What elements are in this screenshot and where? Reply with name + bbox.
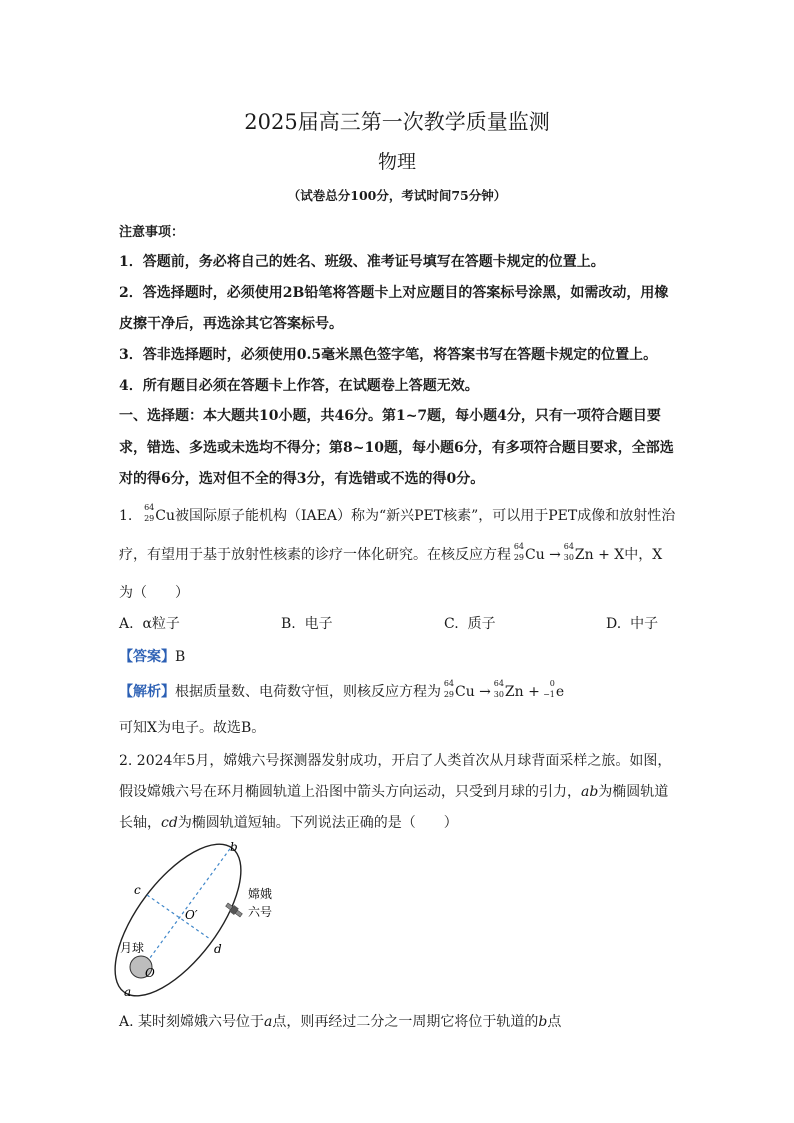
q1-line1: 1. 64 29 Cu被国际原子能机构（IAEA）称为“新兴PET核素”，可以用于PET成像和放射性治 [119,503,676,524]
note-item: 2．答选择题时，必须使用2B铅笔将答题卡上对应题目的答案标号涂黑，如需改动，用橡 [119,285,669,301]
cu-nuclide-label: 64 29 [443,679,454,699]
section-heading-line: 对的得6分，选对但不全的得3分，有选错或不选的得0分。 [119,471,485,487]
label-a: a [124,985,132,999]
label-moon: 月球 [120,941,145,955]
label-o-prime: O′ [185,908,198,922]
label-d: d [214,942,222,956]
zn-nuclide-label: 64 30 [563,542,574,562]
q1-analysis: 【解析】根据质量数、电荷数守恒，则核反应方程为 64 29 Cu → 64 30 Zn + 0 −1 e [119,679,565,700]
page-title: 2025届高三第一次教学质量监测 [244,110,550,134]
q1-line3: 为（ ） [119,585,189,601]
q2-line1: 2. 2024年5月，嫦娥六号探测器发射成功，开启了人类首次从月球背面采样之旅。如图， [119,753,672,769]
analysis-tag: 【解析】 [119,684,175,700]
notes-heading: 注意事项： [119,225,185,240]
q2-option-a: A. 某时刻嫦娥六号位于a点，则再经过二分之一周期它将位于轨道的b点 [119,1014,562,1030]
section-heading-line: 求，错选、多选或未选均不得分；第8~10题，每小题6分，有多项符合题目要求，全部选 [119,440,674,456]
q1-line2: 疗，有望用于基于放射性核素的诊疗一体化研究。在核反应方程 64 29 Cu → 64 30 Zn + X中，X [119,542,663,563]
note-item: 4．所有题目必须在答题卡上作答，在试题卷上答题无效。 [119,378,479,394]
label-o: O [145,966,155,980]
label-craft-line1: 嫦娥 [248,887,273,901]
major-axis-ab [136,846,232,977]
subject-title: 物理 [377,151,416,173]
cu-nuclide-label: 64 29 [144,503,155,523]
orbit-figure [108,836,308,1004]
q1-number: 1. [119,508,133,524]
cu-nuclide-label: 64 29 [513,542,524,562]
answer-tag: 【答案】 [119,649,175,665]
q1-analysis-line2: 可知X为电子。故选B。 [119,720,266,736]
note-item: 皮擦干净后，再选涂其它答案标号。 [119,316,343,332]
q1-option-d: D. 中子 [606,616,659,632]
q2-line2: 假设嫦娥六号在环月椭圆轨道上沿图中箭头方向运动，只受到月球的引力，ab为椭圆轨道 [119,784,669,800]
label-c: c [134,883,141,897]
note-item: 3．答非选择题时，必须使用0.5毫米黑色签字笔，将答案书写在答题卡规定的位置上。 [119,347,658,363]
section-heading-line: 一、选择题：本大题共10小题，共46分。第1~7题，每小题4分，只有一项符合题目要 [119,408,661,424]
zn-nuclide-label: 64 30 [493,679,504,699]
label-b: b [230,840,238,854]
exam-meta: （试卷总分100分，考试时间75分钟） [287,188,507,203]
q2-line3: 长轴，cd为椭圆轨道短轴。下列说法正确的是（ ） [119,815,458,831]
q1-option-c: C. 质子 [444,616,496,632]
label-craft-line2: 六号 [248,905,273,919]
q1-option-b: B. 电子 [281,616,333,632]
minor-axis-cd [147,895,210,939]
q1-option-a: A. α粒子 [119,616,180,632]
electron-label: 0 −1 [543,679,555,699]
q1-answer: 【答案】B [119,649,186,665]
note-item: 1．答题前，务必将自己的姓名、班级、准考证号填写在答题卡规定的位置上。 [119,254,605,270]
